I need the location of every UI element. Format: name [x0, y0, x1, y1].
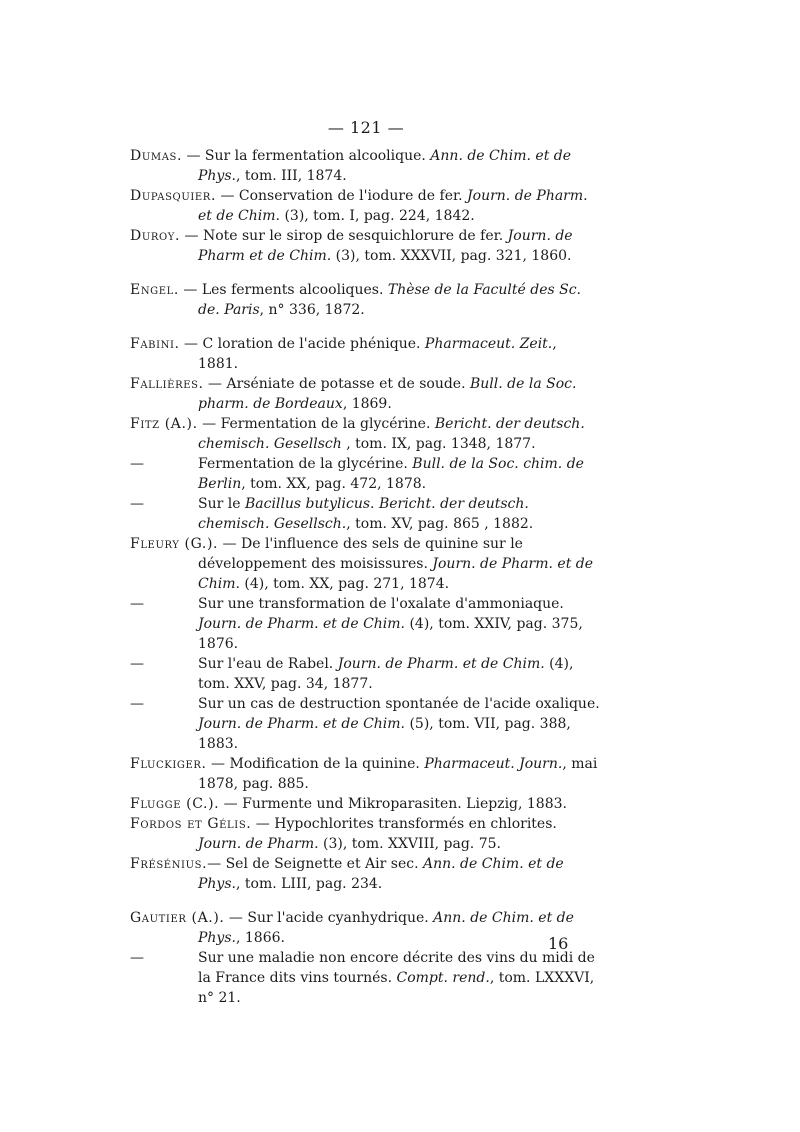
entry-text: — Modification de la quinine. — [206, 756, 425, 772]
entry-author: Fabini. — [130, 336, 180, 352]
bibliography-entry — [130, 226, 600, 266]
entry-source-title: Ann. de Chim. et de Phys. — [198, 910, 574, 946]
entry-source-title: Bull. de la Soc. chim. de Berlin — [198, 456, 584, 492]
entry-text: — Furmente und Mikroparasiten. Liepzig, 1883. — [219, 796, 567, 812]
entry-text: — Note sur le sirop de sesquichlorure de fer. — [180, 228, 508, 244]
entry-author: Fitz (A.). — [130, 416, 198, 432]
bibliography-entry — [130, 374, 600, 414]
entry-text: (5), tom. VII, pag. 388, 1883. — [198, 716, 571, 752]
bibliography-entry — [130, 814, 600, 854]
entry-author: Engel. — [130, 282, 179, 298]
entry-text: , 1866. — [235, 930, 285, 946]
entry-text: , tom. XV, pag. 865 , 1882. — [346, 516, 534, 532]
entry-source-title: Bericht. der deutsch. chemisch. Gesellsch — [198, 416, 585, 452]
entry-text: — C loration de l'acide phénique. — [179, 336, 425, 352]
ditto-dash: — — [130, 656, 144, 672]
entry-text: (4), tom. XX, pag. 271, 1874. — [239, 576, 450, 592]
entry-author: Dumas. — [130, 148, 183, 164]
entry-text: (3), tom. XXVIII, pag. 75. — [318, 836, 501, 852]
entry-text: Sur le — [198, 496, 245, 512]
page-number: — 121 — — [327, 118, 405, 137]
entry-source-title: Journ. de Pharm. et de Chim. — [198, 188, 588, 224]
entry-source-title: Journ. de Pharm. et de Chim. — [198, 556, 594, 592]
entry-text: , tom. III, 1874. — [235, 168, 347, 184]
entry-source-title: Pharmaceut. Journ. — [424, 756, 563, 772]
entry-text: — Fermentation de la glycérine. — [197, 416, 435, 432]
entry-text: , tom. IX, pag. 1348, 1877. — [341, 436, 536, 452]
entry-text: — Conservation de l'iodure de fer. — [216, 188, 468, 204]
entry-text: — Arséniate de potasse et de soude. — [203, 376, 470, 392]
entry-text: — Sur la fermentation alcoolique. — [182, 148, 431, 164]
entry-text: , n° 336, 1872. — [259, 302, 365, 318]
entry-text: (3), tom. I, pag. 224, 1842. — [280, 208, 475, 224]
bibliography-entry — [130, 494, 600, 534]
entry-source-title: Compt. rend. — [396, 970, 490, 986]
bibliography-entry — [130, 794, 600, 814]
entry-author: Dupasquier. — [130, 188, 216, 204]
bibliography-entry — [130, 908, 600, 948]
entry-author: Fluckiger. — [130, 756, 207, 772]
bibliography-entry — [130, 186, 600, 226]
ditto-dash: — — [130, 696, 144, 712]
entry-text: , tom. LIII, pag. 234. — [235, 876, 383, 892]
bibliography-entry — [130, 654, 600, 694]
entry-source-title: Ann. de Chim. et de Phys. — [198, 148, 572, 184]
bibliography-entry — [130, 280, 600, 320]
entry-text: , mai 1878, pag. 885. — [198, 756, 598, 792]
signature-mark: 16 — [548, 934, 569, 953]
bibliography-list — [130, 146, 600, 1008]
entry-source-title: Journ. de Pharm et de Chim. — [198, 228, 573, 264]
entry-source-title: Bacillus butylicus. Bericht. der deutsch. chemisch. Gesellsch. — [198, 496, 529, 532]
entry-author: Fleury (G.). — [130, 536, 219, 552]
bibliography-entry — [130, 854, 600, 894]
entry-author: Duroy. — [130, 228, 181, 244]
ditto-dash: — — [130, 456, 144, 472]
bibliography-entry — [130, 694, 600, 754]
entry-source-title: Journ. de Pharm. et de Chim. — [198, 616, 406, 632]
entry-text: Sur l'eau de Rabel. — [198, 656, 338, 672]
entry-author: Fallières. — [130, 376, 204, 392]
bibliography-entry — [130, 594, 600, 654]
entry-source-title: Journ. de Pharm. et de Chim. — [337, 656, 545, 672]
bibliography-entry — [130, 948, 600, 1008]
entry-text: Fermentation de la glycérine. — [198, 456, 413, 472]
entry-author: Gautier (A.). — [130, 910, 225, 926]
entry-text: — Hypochlorites transformés en chlorites. — [251, 816, 557, 832]
entry-text: , tom. LXXXVI, n° 21. — [198, 970, 595, 1006]
entry-text: — Sur l'acide cyanhydrique. — [224, 910, 434, 926]
entry-text: Sur un cas de destruction spontanée de l'acide oxalique. — [198, 696, 600, 712]
entry-author: Flugge (C.). — [130, 796, 220, 812]
bibliography-entry — [130, 534, 600, 594]
entry-text: , tom. XX, pag. 472, 1878. — [241, 476, 427, 492]
entry-source-title: Ann. de Chim. et de Phys. — [198, 856, 564, 892]
entry-text: — Les ferments alcooliques. — [178, 282, 388, 298]
bibliography-entry — [130, 754, 600, 794]
bibliography-entry — [130, 334, 600, 374]
entry-source-title: Journ. de Pharm. — [198, 836, 319, 852]
ditto-dash: — — [130, 496, 144, 512]
entry-text: — De l'influence des sels de quinine sur le développement des moisissures. — [198, 536, 523, 572]
bibliography-entry — [130, 454, 600, 494]
entry-author: Frésénius. — [130, 856, 208, 872]
entry-source-title: Thèse de la Faculté des Sc. de. Paris — [198, 282, 582, 318]
entry-text: — Sel de Seignette et Air sec. — [207, 856, 423, 872]
ditto-dash: — — [130, 596, 144, 612]
entry-text: , 1881. — [198, 336, 557, 372]
entry-text: , 1869. — [342, 396, 392, 412]
bibliography-entry — [130, 414, 600, 454]
entry-text: (3), tom. XXXVII, pag. 321, 1860. — [331, 248, 572, 264]
bibliography-entry — [130, 146, 600, 186]
entry-text: Sur une transformation de l'oxalate d'ammoniaque. — [198, 596, 564, 612]
entry-source-title: Pharmaceut. Zeit. — [424, 336, 553, 352]
entry-text: Sur une maladie non encore décrite des vins du midi de la France dits vins tournés. — [198, 950, 595, 986]
ditto-dash: — — [130, 950, 144, 966]
entry-source-title: Bull. de la Soc. pharm. de Bordeaux — [198, 376, 577, 412]
entry-text: (4), tom. XXIV, pag. 375, 1876. — [198, 616, 583, 652]
entry-author: Fordos et Gélis. — [130, 816, 252, 832]
entry-text: (4), tom. XXV, pag. 34, 1877. — [198, 656, 574, 692]
entry-source-title: Journ. de Pharm. et de Chim. — [198, 716, 406, 732]
